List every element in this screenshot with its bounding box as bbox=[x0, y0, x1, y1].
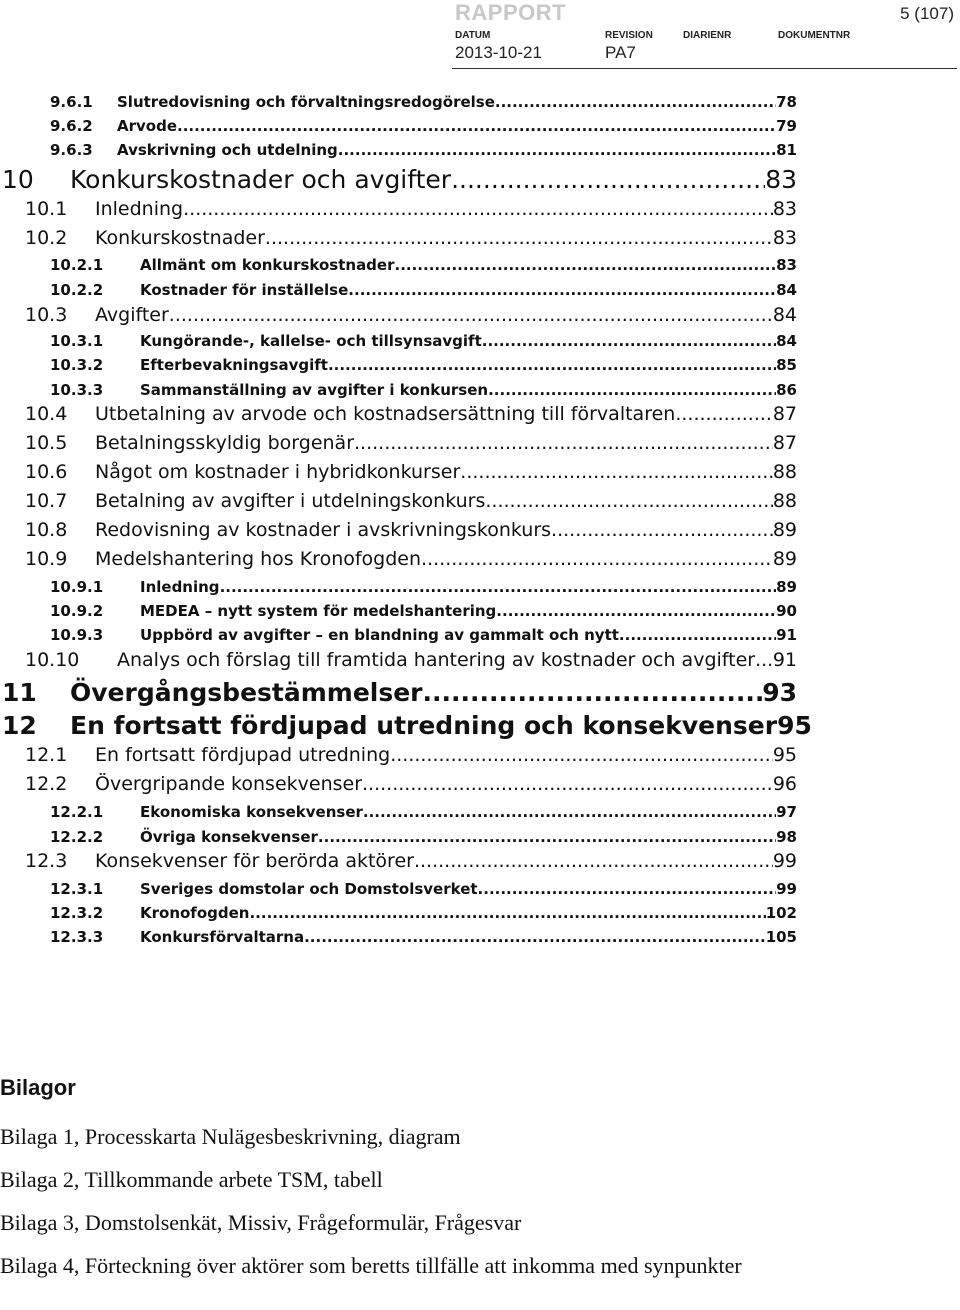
toc-entry-page: 88 bbox=[772, 490, 797, 512]
toc-entry-title: Betalning av avgifter i utdelningskonkurs bbox=[95, 490, 486, 512]
toc-entry-page: 90 bbox=[776, 602, 797, 620]
toc-dot-leader bbox=[304, 928, 766, 946]
toc-dot-leader bbox=[348, 281, 776, 299]
toc-entry-number: 12.1 bbox=[25, 744, 68, 766]
toc-dot-leader bbox=[421, 548, 773, 570]
toc-entry-title: Konsekvenser för berörda aktörer bbox=[95, 850, 414, 872]
toc-entry-page: 89 bbox=[772, 548, 797, 570]
toc-dot-leader bbox=[362, 773, 773, 795]
toc-entry-title: Övergripande konsekvenser bbox=[95, 773, 363, 795]
toc-entry-page: 78 bbox=[776, 93, 797, 111]
toc-entry-page: 87 bbox=[772, 432, 797, 454]
appendix-item: Bilaga 1, Processkarta Nulägesbeskrivning, diagram bbox=[0, 1124, 461, 1149]
toc-entry-page: 96 bbox=[772, 773, 797, 795]
toc-entry-page: 91 bbox=[772, 649, 797, 671]
toc-entry-number: 12.2.1 bbox=[50, 803, 104, 821]
page-number: 5 (107) bbox=[900, 4, 954, 23]
toc-dot-leader bbox=[363, 803, 776, 821]
toc-entry-title: Kungörande-, kallelse- och tillsynsavgift bbox=[140, 332, 482, 350]
toc-entry-number: 10.9 bbox=[25, 548, 68, 570]
toc-entry-title: Konkurskostnader och avgifter bbox=[70, 165, 452, 194]
toc-entry-page: 85 bbox=[776, 356, 797, 374]
toc-entry-title: MEDEA – nytt system för medelshantering bbox=[140, 602, 497, 620]
toc-entry-title: Allmänt om konkurskostnader bbox=[140, 256, 395, 274]
toc-entry-title: Uppbörd av avgifter – en blandning av gammalt och nytt bbox=[140, 626, 619, 644]
toc-entry-title: Slutredovisning och förvaltningsredogörelse bbox=[117, 93, 495, 111]
revision-value: PA7 bbox=[605, 43, 636, 62]
toc-entry-number: 9.6.1 bbox=[50, 93, 93, 111]
toc-entry-page: 84 bbox=[772, 304, 797, 326]
toc-dot-leader bbox=[395, 256, 777, 274]
toc-dot-leader bbox=[478, 880, 777, 898]
toc-entry-title: Kostnader för inställelse bbox=[140, 281, 349, 299]
toc-entry-title: Ekonomiska konsekvenser bbox=[140, 803, 363, 821]
toc-entry-title: Analys och förslag till framtida hantering av kostnader och avgifter bbox=[117, 649, 756, 671]
toc-dot-leader bbox=[328, 356, 776, 374]
toc-entry-page: 87 bbox=[772, 403, 797, 425]
toc-entry-title: Redovisning av kostnader i avskrivningskonkurs bbox=[95, 519, 552, 541]
toc-entry-number: 12.2.2 bbox=[50, 828, 104, 846]
toc-entry-page: 99 bbox=[776, 880, 797, 898]
toc-entry-page: 95 bbox=[772, 744, 797, 766]
toc-entry-number: 10.2.1 bbox=[50, 256, 104, 274]
toc-entry-number: 10.2.2 bbox=[50, 281, 104, 299]
toc-dot-leader bbox=[354, 432, 773, 454]
toc-dot-leader bbox=[318, 828, 776, 846]
toc-entry-title: Medelshantering hos Kronofogden bbox=[95, 548, 422, 570]
toc-entry-number: 10 bbox=[2, 165, 34, 194]
toc-entry-number: 10.3.3 bbox=[50, 381, 104, 399]
toc-entry-number: 10.3.2 bbox=[50, 356, 104, 374]
toc-entry-number: 9.6.3 bbox=[50, 141, 93, 159]
toc-entry-number: 10.9.1 bbox=[50, 578, 104, 596]
header-divider bbox=[452, 68, 957, 69]
toc-dot-leader bbox=[485, 490, 772, 512]
toc-entry-page: 84 bbox=[776, 281, 797, 299]
toc-entry-page: 99 bbox=[772, 850, 797, 872]
toc-entry-title: Sveriges domstolar och Domstolsverket bbox=[140, 880, 478, 898]
toc-entry-title: Konkursförvaltarna bbox=[140, 928, 305, 946]
toc-entry-page: 79 bbox=[776, 117, 797, 135]
toc-entry-title: Avskrivning och utdelning bbox=[117, 141, 338, 159]
toc-dot-leader bbox=[755, 649, 773, 671]
toc-dot-leader bbox=[177, 117, 776, 135]
toc-dot-leader bbox=[414, 850, 773, 872]
toc-entry-page: 102 bbox=[765, 904, 797, 922]
toc-dot-leader bbox=[451, 165, 765, 194]
revision-label: REVISION bbox=[605, 30, 653, 41]
toc-dot-leader bbox=[390, 744, 773, 766]
datum-value: 2013-10-21 bbox=[455, 43, 542, 62]
toc-entry-page: 89 bbox=[772, 519, 797, 541]
appendix-item: Bilaga 2, Tillkommande arbete TSM, tabell bbox=[0, 1167, 383, 1192]
toc-entry-number: 12.3.1 bbox=[50, 880, 104, 898]
toc-entry-page: 89 bbox=[776, 578, 797, 596]
toc-entry-page: 84 bbox=[776, 332, 797, 350]
toc-dot-leader bbox=[423, 678, 763, 707]
toc-dot-leader bbox=[495, 93, 776, 111]
toc-dot-leader bbox=[488, 381, 776, 399]
toc-entry-page: 93 bbox=[762, 678, 797, 707]
toc-dot-leader bbox=[169, 304, 773, 326]
toc-entry-title: Inledning bbox=[140, 578, 220, 596]
toc-entry-page: 86 bbox=[776, 381, 797, 399]
toc-entry-number: 12.2 bbox=[25, 773, 68, 795]
toc-entry-page: 83 bbox=[776, 256, 797, 274]
toc-entry-number: 9.6.2 bbox=[50, 117, 93, 135]
toc-entry-number: 10.3.1 bbox=[50, 332, 104, 350]
toc-dot-leader bbox=[482, 332, 776, 350]
diarienr-label: DIARIENR bbox=[683, 30, 732, 41]
toc-dot-leader bbox=[460, 461, 773, 483]
toc-entry-title: Avgifter bbox=[95, 304, 169, 326]
toc-entry-title: Betalningsskyldig borgenär bbox=[95, 432, 355, 454]
toc-entry-page: 97 bbox=[776, 803, 797, 821]
toc-dot-leader bbox=[619, 626, 776, 644]
toc-entry-page: 83 bbox=[772, 227, 797, 249]
appendix-item: Bilaga 4, Förteckning över aktörer som beretts tillfälle att inkomma med synpunkter bbox=[0, 1253, 742, 1278]
appendix-heading: Bilagor bbox=[0, 1075, 76, 1100]
appendix-item: Bilaga 3, Domstolsenkät, Missiv, Frågeformulär, Frågesvar bbox=[0, 1210, 522, 1235]
toc-entry-number: 12.3.2 bbox=[50, 904, 104, 922]
toc-entry-number: 10.4 bbox=[25, 403, 68, 425]
toc-entry-number: 10.9.3 bbox=[50, 626, 104, 644]
toc-entry-title: Efterbevakningsavgift bbox=[140, 356, 328, 374]
toc-dot-leader bbox=[183, 198, 773, 220]
toc-entry-title: Utbetalning av arvode och kostnadsersättning till förvaltaren bbox=[95, 403, 676, 425]
toc-entry-title: Övriga konsekvenser bbox=[140, 828, 318, 846]
toc-entry-page: 91 bbox=[776, 626, 797, 644]
toc-entry-number: 10.10 bbox=[25, 649, 80, 671]
toc-dot-leader bbox=[675, 403, 772, 425]
toc-entry-title: Kronofogden bbox=[140, 904, 250, 922]
toc-entry-number: 10.9.2 bbox=[50, 602, 104, 620]
toc-dot-leader bbox=[338, 141, 776, 159]
toc-entry-number: 10.3 bbox=[25, 304, 68, 326]
toc-entry-page: 83 bbox=[772, 198, 797, 220]
toc-entry-title: Något om kostnader i hybridkonkurser bbox=[95, 461, 461, 483]
toc-entry-number: 10.1 bbox=[25, 198, 68, 220]
toc-entry-title: En fortsatt fördjupad utredning och konsekvenser bbox=[70, 711, 778, 740]
toc-entry-number: 12 bbox=[2, 711, 37, 740]
toc-entry-title: Övergångsbestämmelser bbox=[70, 678, 423, 707]
toc-entry-page: 98 bbox=[776, 828, 797, 846]
toc-entry-page: 105 bbox=[765, 928, 797, 946]
toc-entry-title: Inledning bbox=[95, 198, 184, 220]
toc-entry-number: 11 bbox=[2, 678, 37, 707]
toc-entry-page: 83 bbox=[765, 165, 797, 194]
toc-entry-title: Konkurskostnader bbox=[95, 227, 265, 249]
toc-entry-page: 81 bbox=[776, 141, 797, 159]
datum-label: DATUM bbox=[455, 30, 491, 41]
toc-dot-leader bbox=[265, 227, 773, 249]
toc-entry-title: Sammanställning av avgifter i konkursen bbox=[140, 381, 489, 399]
dokumentnr-label: DOKUMENTNR bbox=[778, 30, 851, 41]
toc-entry-page: 88 bbox=[772, 461, 797, 483]
toc-dot-leader bbox=[249, 904, 765, 922]
toc-entry-number: 10.7 bbox=[25, 490, 68, 512]
toc-entry-number: 12.3 bbox=[25, 850, 68, 872]
toc-entry-number: 10.8 bbox=[25, 519, 68, 541]
toc-entry-number: 10.5 bbox=[25, 432, 68, 454]
toc-entry-number: 10.6 bbox=[25, 461, 68, 483]
toc-dot-leader bbox=[551, 519, 773, 541]
toc-entry-page: 95 bbox=[777, 711, 812, 740]
toc-dot-leader bbox=[496, 602, 776, 620]
report-title: RAPPORT bbox=[455, 0, 567, 25]
toc-entry-number: 12.3.3 bbox=[50, 928, 104, 946]
toc-entry-title: En fortsatt fördjupad utredning bbox=[95, 744, 391, 766]
toc-dot-leader bbox=[220, 578, 777, 596]
toc-entry-number: 10.2 bbox=[25, 227, 68, 249]
toc-entry-title: Arvode bbox=[117, 117, 177, 135]
